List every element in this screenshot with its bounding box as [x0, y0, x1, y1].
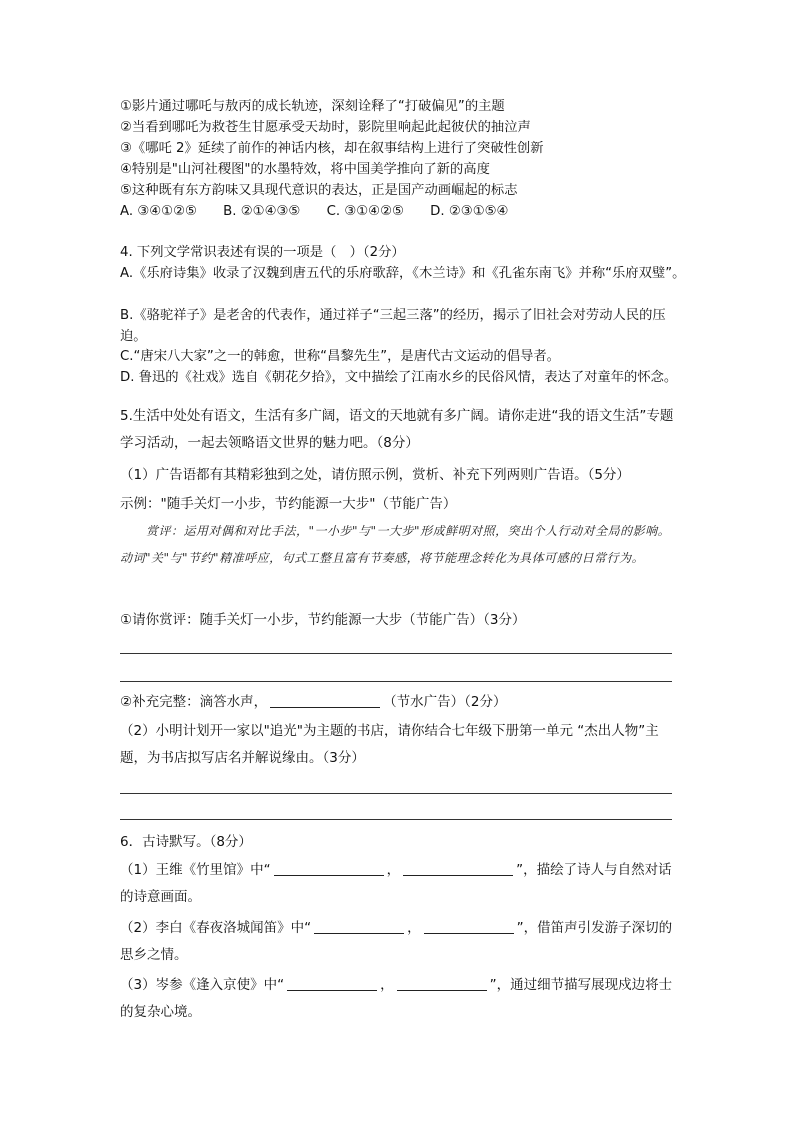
q6-item-1-comma: ， [386, 862, 401, 878]
q3-statement-1: ①影片通过哪吒与敖丙的成长轨迹，深刻诠释了“打破偏见”的主题 [120, 99, 505, 114]
q4-option-b[interactable]: B.《骆驼祥子》是老舍的代表作，通过祥子“三起三落”的经历，揭示了旧社会对劳动人民的压迫。 [120, 308, 666, 344]
answer-blank[interactable] [403, 861, 513, 876]
q3-option-d[interactable]: D. ②③①⑤④ [430, 204, 509, 219]
q6-item-3-comma: ， [380, 977, 394, 993]
q5-example: 示例："随手关灯一小步，节约能源一大步"（节能广告） [120, 496, 457, 512]
answer-blank[interactable] [397, 976, 487, 991]
q5-task1: ①请你赏评：随手关灯一小步，节约能源一大步（节能广告）（3分） [120, 612, 526, 628]
answer-blank[interactable] [424, 919, 514, 934]
answer-line[interactable] [120, 681, 672, 682]
q6-item-1-suffix: ”，描绘了诗人与自然对话的诗意画面。 [120, 862, 672, 905]
q5-part2: （2）小明计划开一家以"追光"为主题的书店，请你结合七年级下册第一单元 “杰出人物”主题，为书店拟写店名并解说缘由。（3分） [120, 723, 659, 766]
q6-item-2-suffix: ”，借笛声引发游子深切的思乡之情。 [120, 920, 673, 963]
answer-blank[interactable] [274, 861, 384, 876]
q3-option-a[interactable]: A. ③④①②⑤ [120, 204, 197, 219]
q5-task2 [120, 689, 680, 716]
q4-option-a[interactable]: A.《乐府诗集》收录了汉魏到唐五代的乐府歌辞，《木兰诗》和《孔雀东南飞》并称“乐府双璧”。 [120, 266, 686, 281]
q3-statement-2: ②当看到哪吒为救苍生甘愿承受天劫时，影院里响起此起彼伏的抽泣声 [120, 120, 531, 135]
q6-item-2-comma: ， [407, 920, 421, 936]
q4-stem: 4. 下列文学常识表述有误的一项是（ ）（2分） [120, 245, 405, 260]
q6-item-1 [120, 857, 680, 911]
q5-part1: （1）广告语都有其精彩独到之处，请仿照示例，赏析、补充下列两则广告语。（5分） [120, 467, 630, 483]
q5-intro: 5.生活中处处有语文，生活有多广阔，语文的天地就有多广阔。请你走进“我的语文生活”专题学习活动，一起去领略语文世界的魅力吧。（8分） [120, 408, 674, 451]
q6-item-2-prefix: （2）李白《春夜洛城闻笛》中“ [120, 920, 312, 936]
q6-title: 6．古诗默写。（8分） [120, 834, 252, 850]
answer-line[interactable] [120, 819, 672, 820]
answer-line[interactable] [120, 793, 672, 794]
q3-statement-3: ③《哪吒 2》延续了前作的神话内核，却在叙事结构上进行了突破性创新 [120, 141, 544, 156]
q3-option-c[interactable]: C. ③①④②⑤ [326, 204, 404, 219]
q3-statement-5: ⑤这种既有东方韵味又具现代意识的表达，正是国产动画崛起的标志 [120, 183, 518, 198]
q3-options [120, 203, 530, 221]
q3-statement-4: ④特别是"山河社稷图"的水墨特效，将中国美学推向了新的高度 [120, 162, 490, 177]
q6-item-3-prefix: （3）岑参《逢入京使》中“ [120, 977, 285, 993]
answer-line[interactable] [120, 653, 672, 654]
q4-option-c[interactable]: C.“唐宋八大家”之一的韩愈，世称“昌黎先生”，是唐代古文运动的倡导者。 [120, 349, 560, 364]
q5-example-review: 赏评：运用对偶和对比手法，"一小步"与"一大步"形成鲜明对照，突出个人行动对全局的影响。动词"关"与"节约"精准呼应，句式工整且富有节奏感，将节能理念转化为具体可感的日常行为。 [120, 524, 671, 565]
q4-option-d[interactable]: D. 鲁迅的《社戏》选自《朝花夕拾》，文中描绘了江南水乡的民俗风情，表达了对童年的怀念。 [120, 370, 678, 385]
answer-blank[interactable] [270, 693, 380, 708]
q6-item-1-prefix: （1）王维《竹里馆》中“ [120, 862, 271, 878]
q5-task2-suffix: （节水广告）（2分） [383, 694, 507, 710]
q3-option-b[interactable]: B. ②①④③⑤ [223, 204, 301, 219]
answer-blank[interactable] [287, 976, 377, 991]
answer-blank[interactable] [314, 919, 404, 934]
q6-item-3 [120, 972, 680, 1026]
q6-item-2 [120, 915, 680, 969]
q6-item-3-suffix: ”，通过细节描写展现戍边将士的复杂心境。 [120, 977, 673, 1020]
q5-task2-prefix: ②补充完整：滴答水声， [120, 694, 268, 710]
